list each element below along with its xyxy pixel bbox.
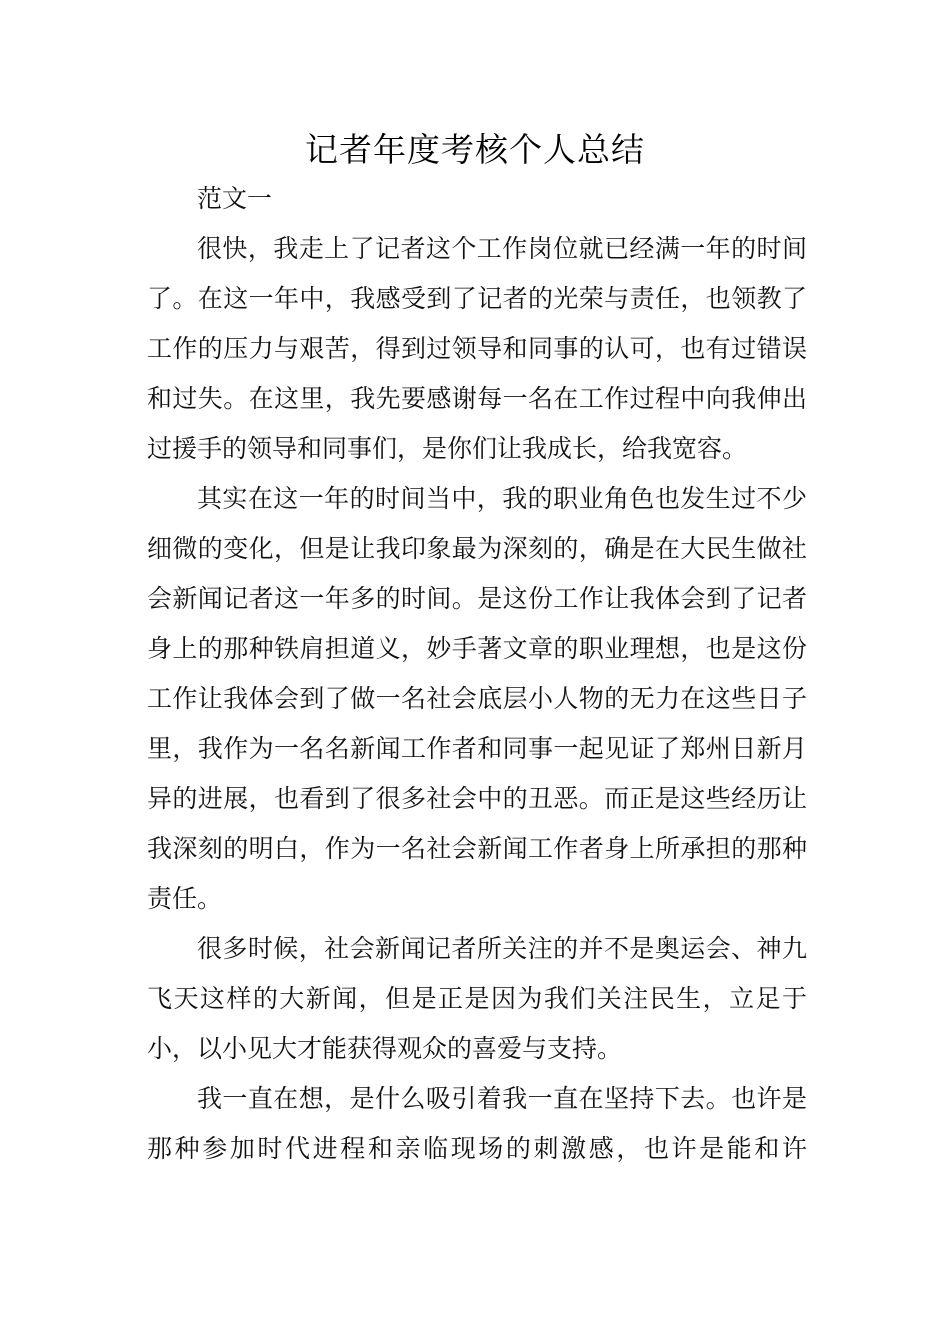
paragraph: 我一直在想，是什么吸引着我一直在坚持下去。也许是那种参加时代进程和亲临现场的刺激感，也许是能和许 xyxy=(147,1084,807,1163)
paragraph: 其实在这一年的时间当中，我的职业角色也发生过不少细微的变化，但是让我印象最为深刻的，确是在大民生做社会新闻记者这一年多的时间。是这份工作让我体会到了记者身上的那种铁肩担道义，妙手著文章的职业理想，也是这份工作让我体会到了做一名社会底层小人物的无力在这些日子里，我作为一名名新闻工作者和同事一起见证了郑州日新月异的进展，也看到了很多社会中的丑恶。而正是这些经历让我深刻的明白，作为一名社会新闻工作者身上所承担的那种责任。 xyxy=(147,484,807,913)
paragraph: 很多时候，社会新闻记者所关注的并不是奥运会、神九飞天这样的大新闻，但是正是因为我们关注民生，立足于小，以小见大才能获得观众的喜爱与支持。 xyxy=(147,934,807,1063)
document-body xyxy=(147,174,807,1174)
paragraph: 很快，我走上了记者这个工作岗位就已经满一年的时间了。在这一年中，我感受到了记者的光荣与责任，也领教了工作的压力与艰苦，得到过领导和同事的认可，也有过错误和过失。在这里，我先要感谢每一名在工作过程中向我伸出过援手的领导和同事们，是你们让我成长，给我宽容。 xyxy=(147,234,807,463)
document-title: 记者年度考核个人总结 xyxy=(305,130,645,169)
subtitle: 范文一 xyxy=(197,184,273,213)
